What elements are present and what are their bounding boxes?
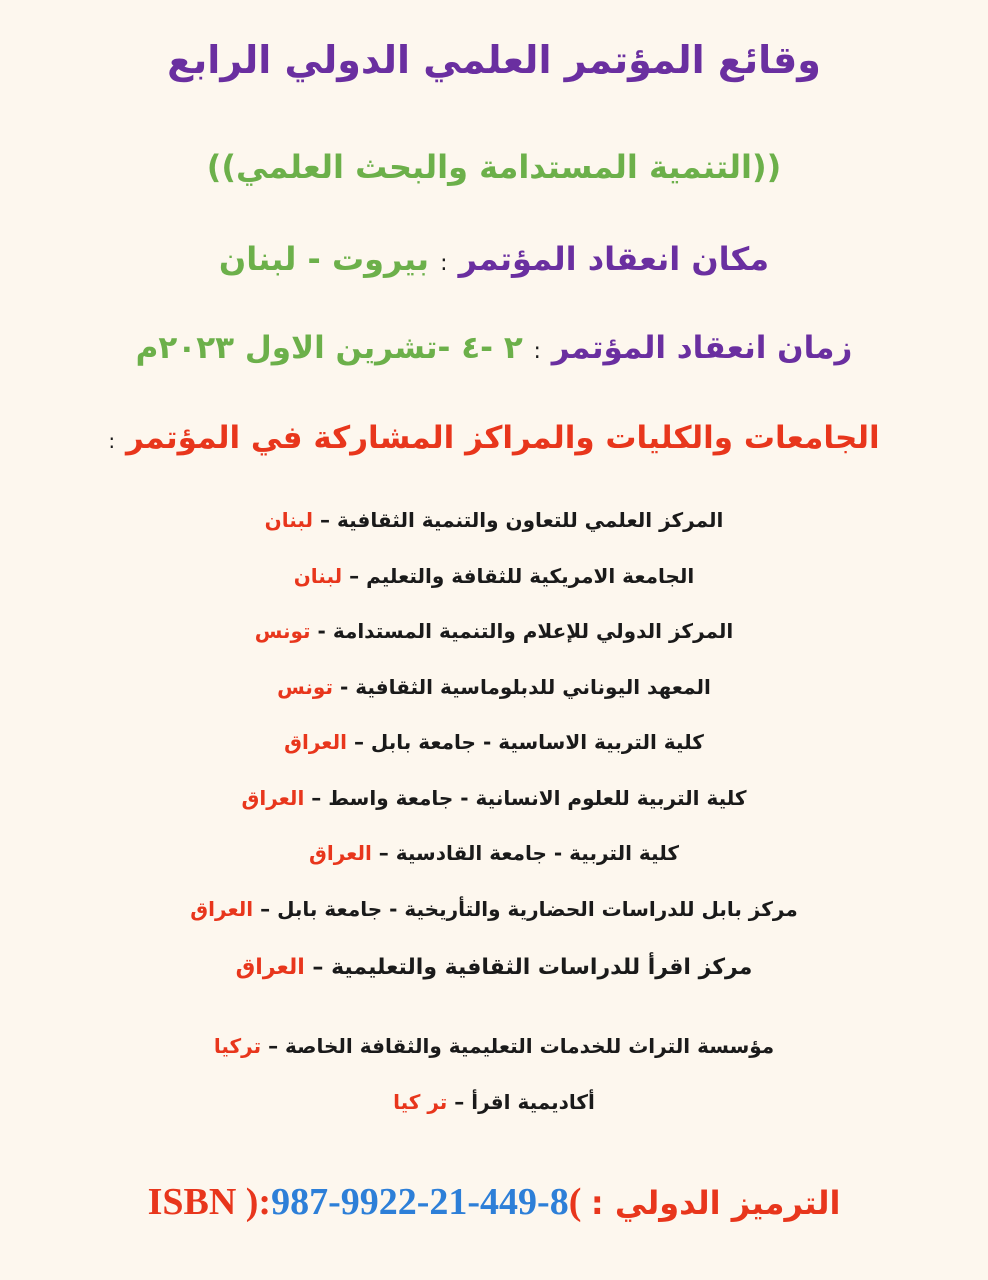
date-value: ٢ -٤ -تشرين الاول ٢٠٢٣م bbox=[135, 330, 523, 366]
conference-theme: ((التنمية المستدامة والبحث العلمي)) bbox=[206, 148, 782, 186]
participant-separator: – bbox=[312, 955, 324, 980]
isbn-line bbox=[0, 1180, 988, 1224]
participant-separator: – bbox=[378, 841, 389, 865]
participant-name: مركز اقرأ للدراسات الثقافية والتعليمية bbox=[331, 955, 753, 980]
venue-colon: : bbox=[440, 251, 448, 276]
participant-item bbox=[0, 508, 988, 532]
participant-name: كلية التربية - جامعة القادسية bbox=[395, 841, 679, 865]
participant-name: المركز الدولي للإعلام والتنمية المستدامة bbox=[332, 619, 734, 643]
participant-separator: - bbox=[339, 675, 349, 699]
participant-item bbox=[0, 1034, 988, 1058]
participant-separator: – bbox=[311, 786, 322, 810]
participants-heading: الجامعات والكليات والمراكز المشاركة في المؤتمر bbox=[125, 420, 880, 456]
date-colon: : bbox=[533, 339, 541, 364]
participant-country: لبنان bbox=[293, 564, 343, 588]
participant-country: تركيا bbox=[213, 1034, 262, 1058]
participant-country: العراق bbox=[190, 897, 254, 921]
participant-item bbox=[0, 1090, 988, 1114]
participant-item bbox=[0, 730, 988, 754]
isbn-prefix: ISBN bbox=[147, 1181, 237, 1223]
participant-name: كلية التربية للعلوم الانسانية - جامعة واسط bbox=[328, 786, 747, 810]
participant-separator: – bbox=[260, 897, 271, 921]
isbn-close: ): bbox=[245, 1181, 272, 1223]
participant-country: العراق bbox=[284, 730, 347, 754]
participant-name: مركز بابل للدراسات الحضارية والتأريخية - جامعة بابل bbox=[277, 897, 798, 921]
participant-country: تونس bbox=[254, 619, 311, 643]
participant-country: تونس bbox=[277, 675, 333, 699]
participant-name: مؤسسة التراث للخدمات التعليمية والثقافة الخاصة bbox=[285, 1034, 775, 1058]
participant-country: العراق bbox=[308, 841, 372, 865]
participant-country: العراق bbox=[235, 955, 305, 980]
participant-name: المركز العلمي للتعاون والتنمية الثقافية bbox=[336, 508, 724, 532]
participant-country: العراق bbox=[241, 786, 305, 810]
participant-country: تر كيا bbox=[393, 1090, 448, 1114]
participant-separator: – bbox=[320, 508, 331, 532]
participant-separator: – bbox=[353, 730, 364, 754]
participant-separator: – bbox=[349, 564, 360, 588]
participant-item bbox=[0, 897, 988, 921]
participant-name: المعهد اليوناني للدبلوماسية الثقافية bbox=[355, 675, 711, 699]
participant-separator: - bbox=[317, 619, 326, 643]
venue-label: مكان انعقاد المؤتمر bbox=[458, 240, 770, 278]
participant-name: أكاديمية اقرأ bbox=[471, 1090, 595, 1114]
participant-item bbox=[0, 841, 988, 865]
participant-country: لبنان bbox=[264, 508, 314, 532]
participant-name: كلية التربية الاساسية - جامعة بابل bbox=[370, 730, 704, 754]
participant-separator: – bbox=[268, 1034, 279, 1058]
isbn-number: 987-9922-21-449-8 bbox=[271, 1181, 569, 1223]
venue-value: بيروت - لبنان bbox=[218, 240, 429, 278]
isbn-open: ( bbox=[568, 1181, 582, 1223]
participants-heading-line bbox=[0, 420, 988, 456]
date-label: زمان انعقاد المؤتمر bbox=[551, 330, 853, 366]
participant-name: الجامعة الامريكية للثقافة والتعليم bbox=[366, 564, 695, 588]
participant-item bbox=[0, 564, 988, 588]
participants-colon: : bbox=[108, 429, 116, 453]
venue-line bbox=[0, 240, 988, 278]
page-title: وقائع المؤتمر العلمي الدولي الرابع bbox=[167, 38, 821, 82]
participant-item bbox=[0, 619, 988, 643]
participant-separator: – bbox=[454, 1090, 465, 1114]
participant-item bbox=[0, 675, 988, 699]
isbn-label: الترميز الدولي : bbox=[590, 1184, 841, 1222]
participant-item bbox=[0, 786, 988, 810]
date-line bbox=[0, 330, 988, 366]
participant-item bbox=[0, 955, 988, 980]
